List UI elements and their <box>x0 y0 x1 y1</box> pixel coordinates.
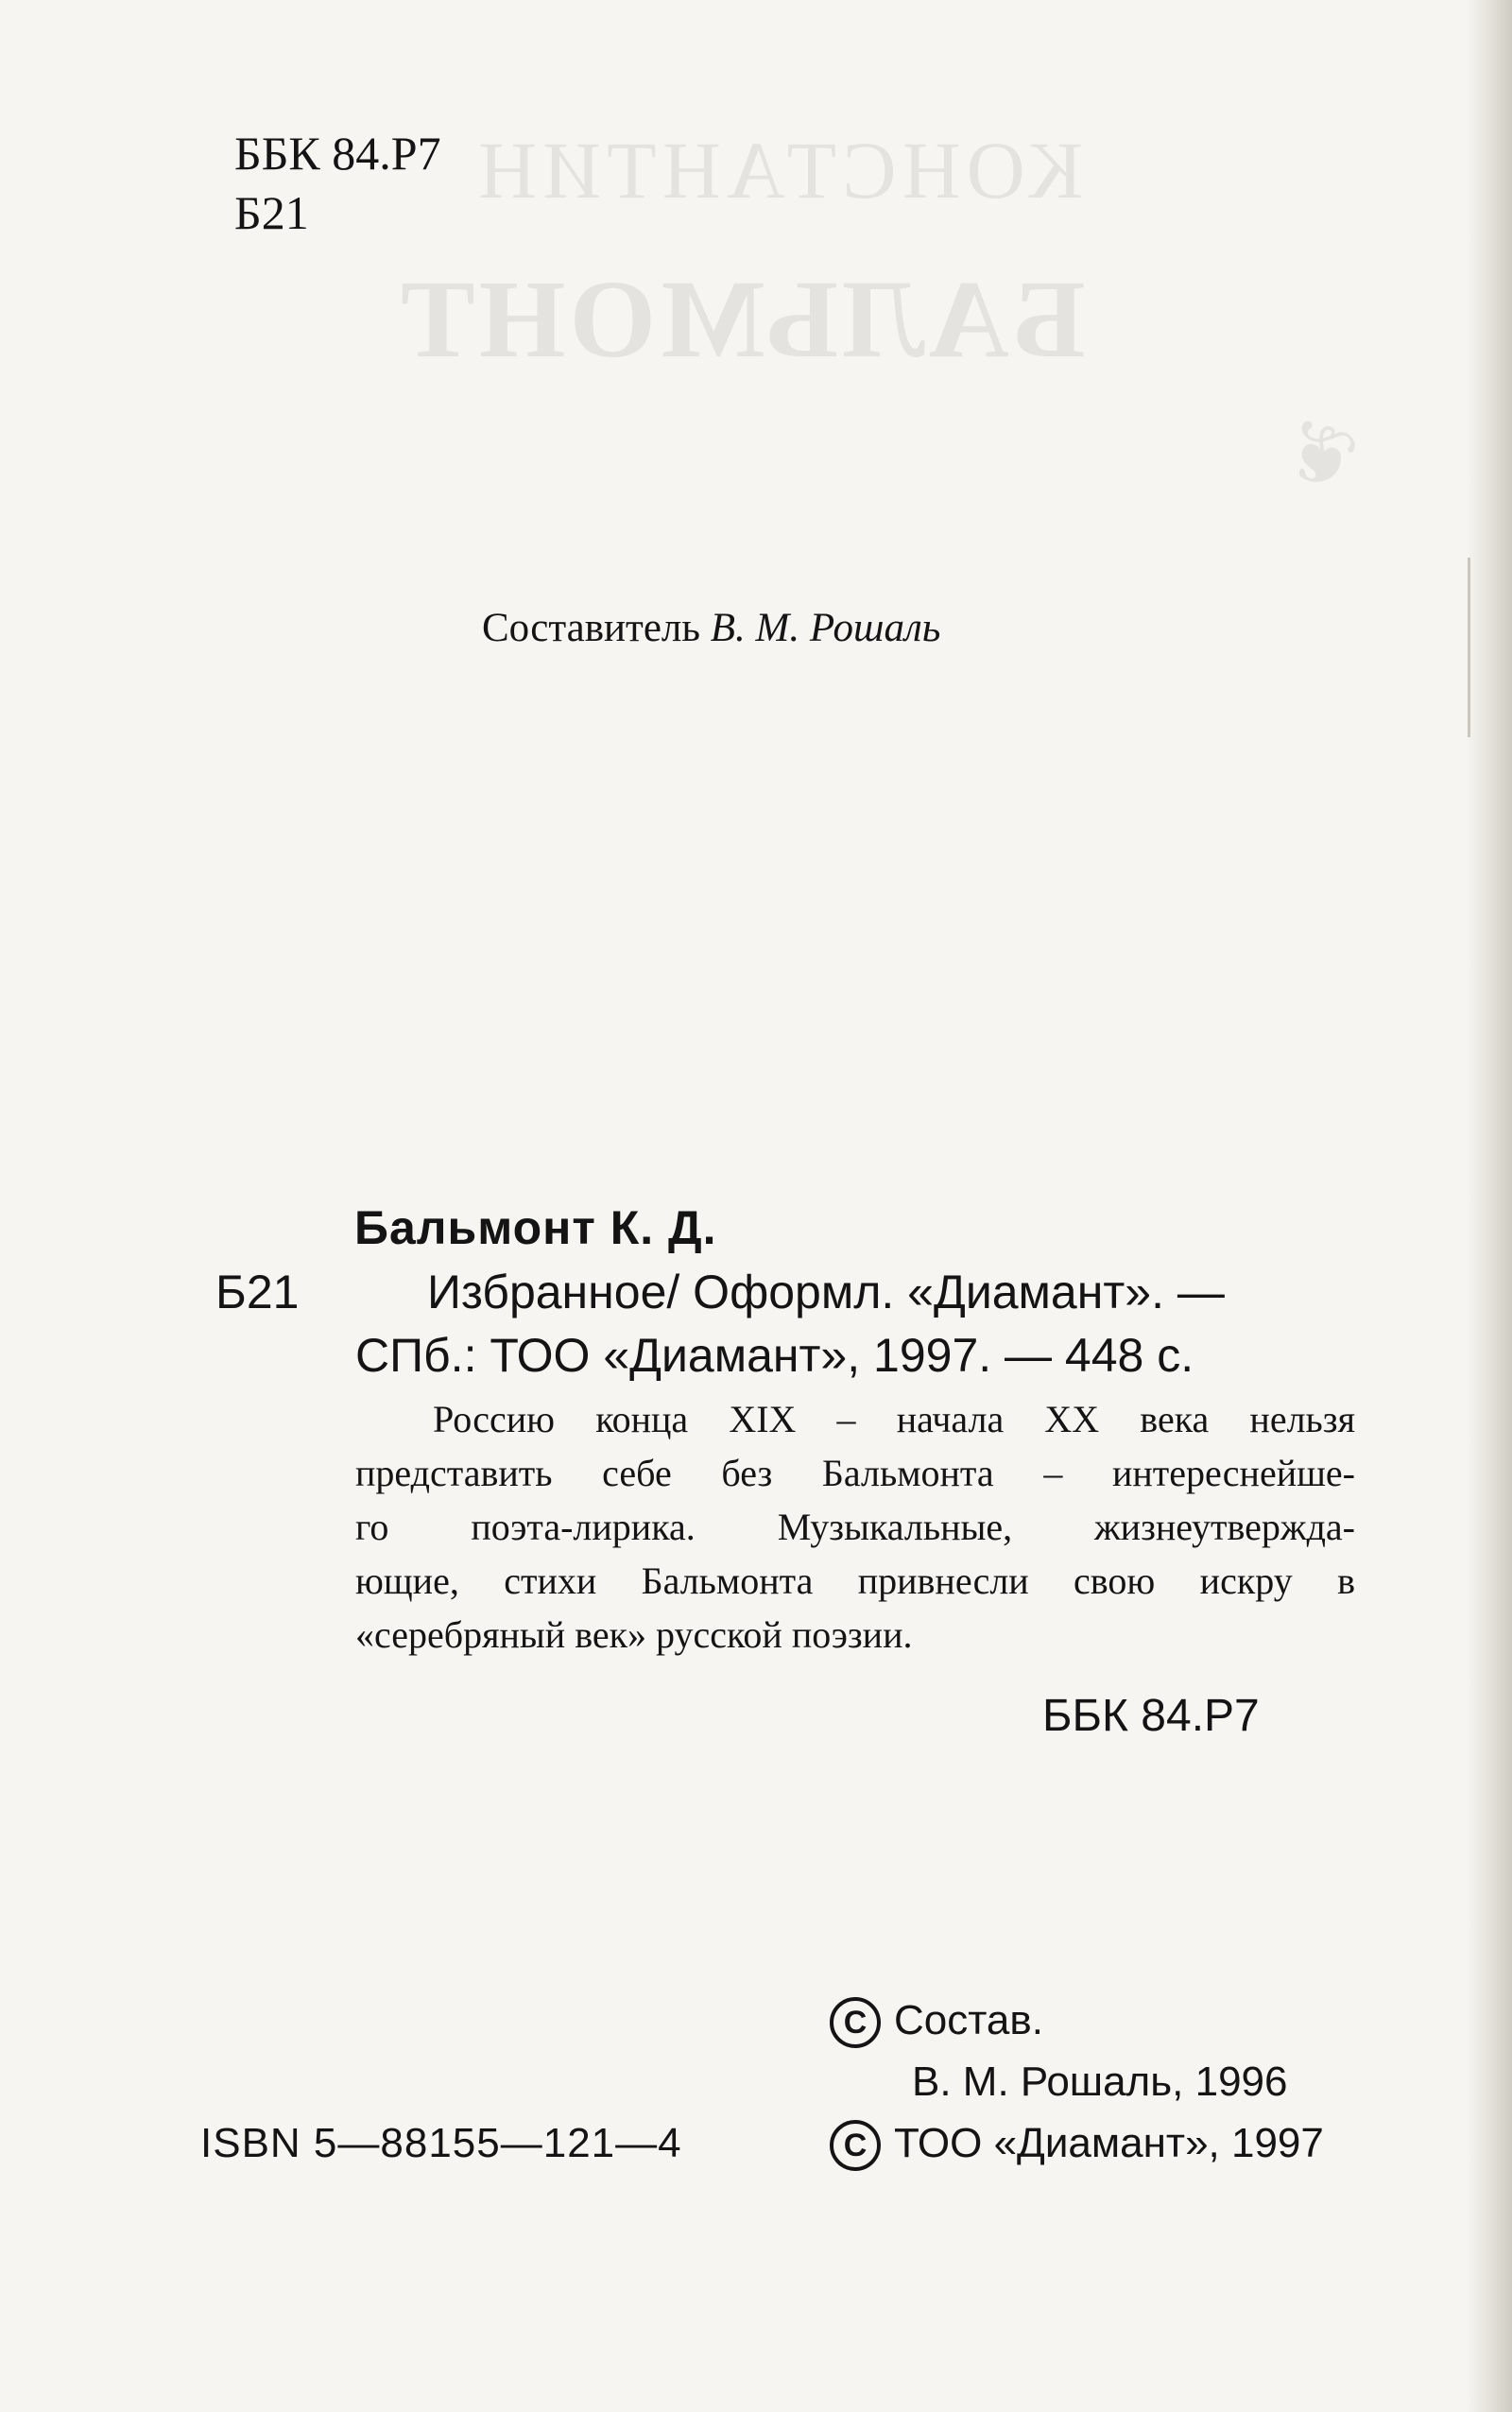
author-code-top: Б21 <box>234 186 309 239</box>
bleed-through-ghost: БАЛЬМОНТ <box>397 257 1086 381</box>
page-edge-shadow <box>1467 0 1512 2412</box>
compiler-label: Составитель <box>482 606 700 650</box>
annotation-line: Россию конца XIX – начала XX века нельзя <box>433 1398 1355 1440</box>
annotation-line: го поэта-лирика. Музыкальные, жизнеутвержда- <box>355 1506 1355 1548</box>
copyright-symbol-icon: C <box>830 1997 881 2048</box>
copyright-publisher <box>830 2120 1324 2171</box>
copyright-symbol-icon: C <box>830 2120 881 2171</box>
page-edge-mark <box>1468 558 1470 737</box>
copyright-publisher-holder: ТОО «Диамант», 1997 <box>894 2120 1324 2166</box>
annotation-line: «серебряный век» русской поэзии. <box>355 1613 913 1656</box>
annotation-line: представить себе без Бальмонта – интереснейше- <box>355 1452 1355 1494</box>
catalog-annotation <box>355 1392 1355 1662</box>
compiler-name: В. М. Рошаль <box>710 606 941 650</box>
catalog-code: Б21 <box>215 1266 300 1318</box>
isbn-number: ISBN 5—88155—121—4 <box>200 2120 682 2166</box>
catalog-author: Бальмонт К. Д. <box>354 1201 717 1254</box>
bbk-index-bottom: ББК 84.Р7 <box>1042 1691 1260 1741</box>
bleed-through-ghost: КОНСТАНТИН <box>472 125 1084 215</box>
compiler-line <box>482 605 940 651</box>
catalog-publication-line: СПб.: ТОО «Диамант», 1997. — 448 с. <box>355 1329 1194 1382</box>
bbk-index-top: ББК 84.Р7 <box>234 127 441 180</box>
catalog-title-line: Избранное/ Оформл. «Диамант». — <box>427 1266 1225 1318</box>
annotation-line: ющие, стихи Бальмонта привнесли свою искру в <box>355 1559 1355 1602</box>
copyright-compilation-label: Состав. <box>894 1997 1043 2043</box>
copyright-compiler-holder: В. М. Рошаль, 1996 <box>912 2059 1288 2105</box>
copyright-compilation <box>830 1997 1043 2048</box>
bleed-through-ghost: ❦ <box>1274 402 1367 512</box>
